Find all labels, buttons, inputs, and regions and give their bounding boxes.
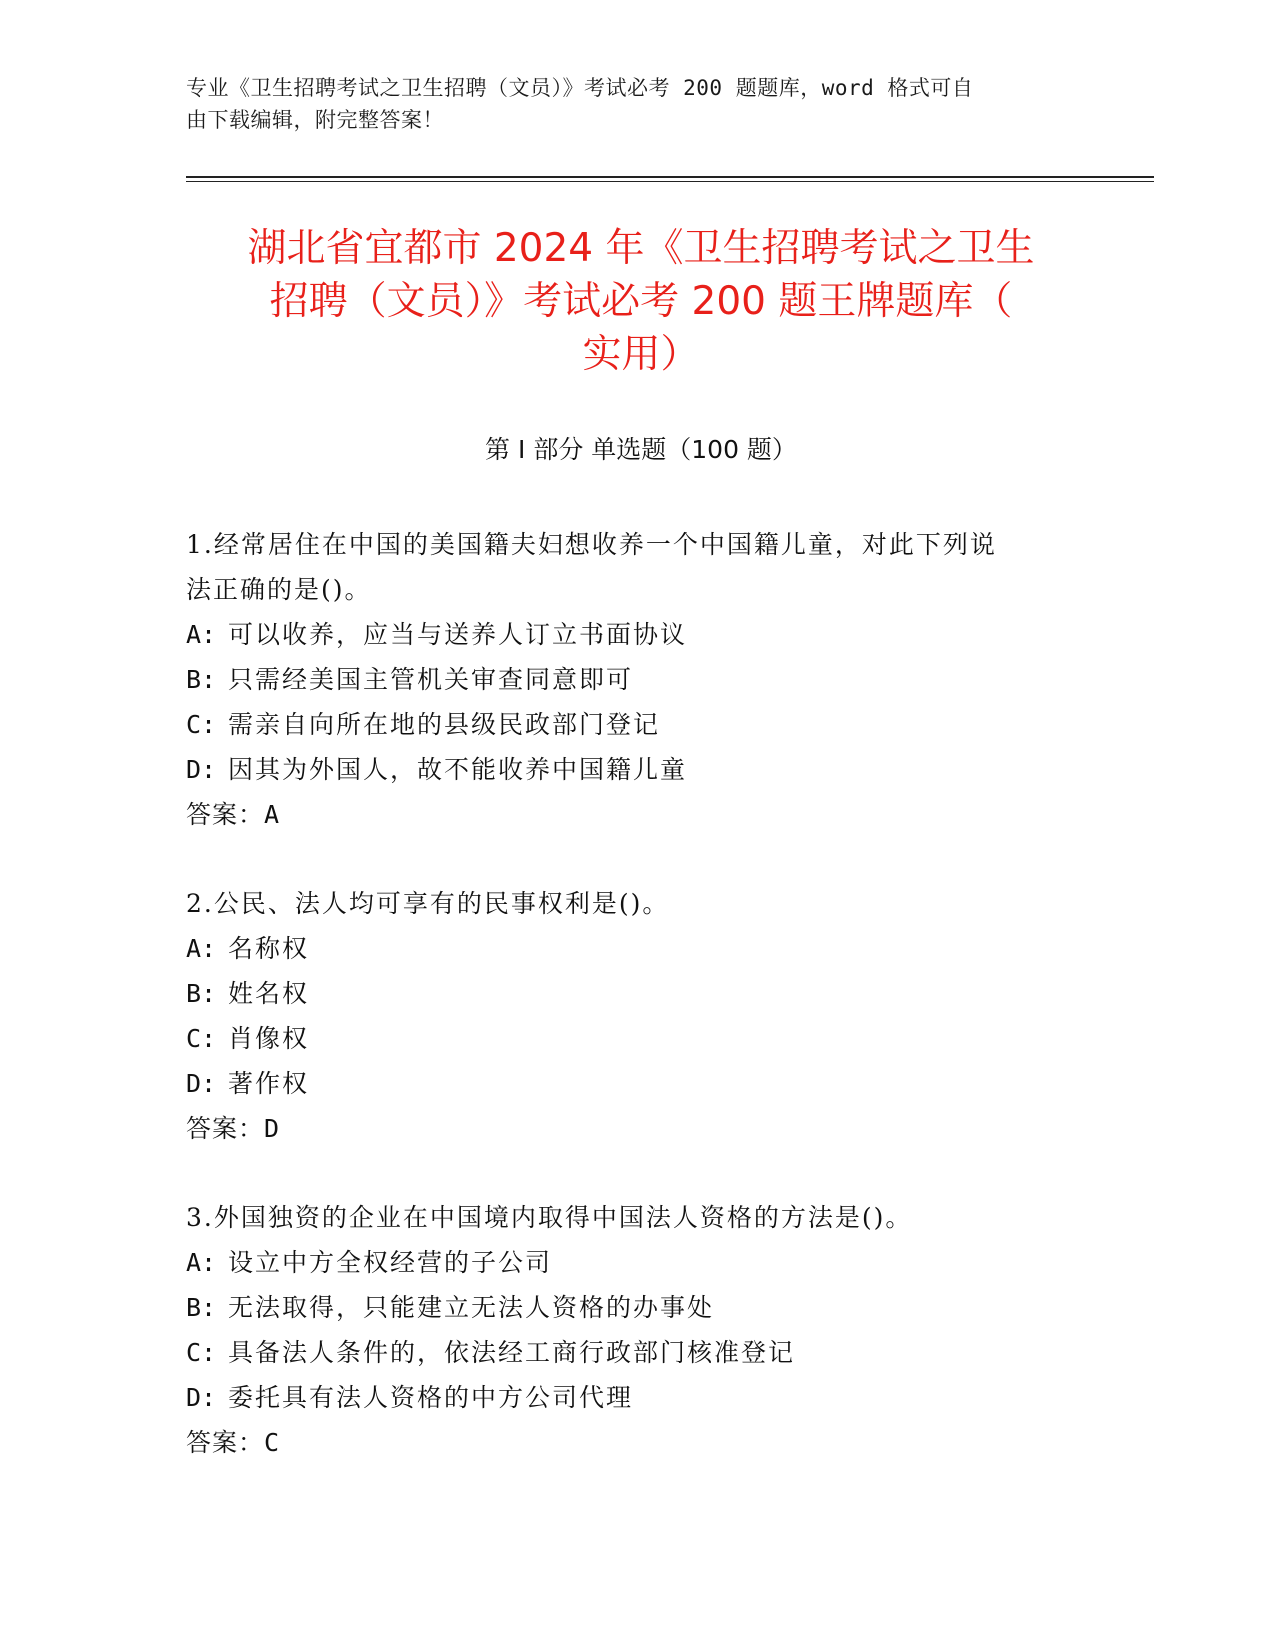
question-text-line: 法正确的是()。	[186, 575, 372, 604]
title-line-1: 湖北省宜都市 2024 年《卫生招聘考试之卫生	[247, 226, 1035, 271]
option-text: 著作权	[228, 1069, 310, 1098]
question-1	[186, 522, 1066, 837]
option-text: 名称权	[228, 934, 310, 963]
question-text-line: 3.外国独资的企业在中国境内取得中国法人资格的方法是()。	[186, 1203, 913, 1232]
title-line-2: 招聘（文员）》考试必考 200 题王牌题库（	[269, 279, 1013, 324]
intro-line-1: 专业《卫生招聘考试之卫生招聘（文员）》考试必考 200 题题库，word 格式可自	[186, 76, 974, 100]
header-divider-thick	[186, 176, 1154, 178]
option-c	[186, 1016, 1066, 1061]
option-key: B:	[186, 1293, 217, 1322]
option-text: 姓名权	[228, 979, 310, 1008]
question-text-line: 2.公民、法人均可享有的民事权利是()。	[186, 889, 670, 918]
answer-value: D	[264, 1114, 281, 1143]
option-key: A:	[186, 934, 217, 963]
option-d	[186, 1375, 1066, 1420]
option-d	[186, 1061, 1066, 1106]
option-b	[186, 1285, 1066, 1330]
option-key: D:	[186, 1069, 217, 1098]
question-list	[186, 522, 1066, 1509]
option-c	[186, 702, 1066, 747]
section-heading: 第 I 部分 单选题（100 题）	[485, 435, 797, 464]
answer-label: 答案：	[186, 1114, 265, 1143]
option-text: 只需经美国主管机关审查同意即可	[228, 665, 634, 694]
option-text: 需亲自向所在地的县级民政部门登记	[228, 710, 661, 739]
intro-text	[186, 72, 1066, 136]
option-key: C:	[186, 710, 217, 739]
option-a	[186, 612, 1066, 657]
question-2	[186, 881, 1066, 1151]
option-text: 可以收养，应当与送养人订立书面协议	[228, 620, 688, 649]
option-text: 因其为外国人，故不能收养中国籍儿童	[228, 755, 688, 784]
option-text: 无法取得，只能建立无法人资格的办事处	[228, 1293, 715, 1322]
title-line-3: 实用）	[582, 332, 700, 377]
option-a	[186, 1240, 1066, 1285]
option-key: D:	[186, 1383, 217, 1412]
document-title	[186, 222, 1096, 381]
header-divider-thin	[186, 181, 1154, 182]
option-key: C:	[186, 1024, 217, 1053]
option-key: B:	[186, 665, 217, 694]
option-text: 具备法人条件的，依法经工商行政部门核准登记	[228, 1338, 796, 1367]
answer-value: C	[264, 1428, 281, 1457]
option-key: A:	[186, 620, 217, 649]
answer-line	[186, 1420, 1066, 1465]
option-b	[186, 657, 1066, 702]
option-d	[186, 747, 1066, 792]
option-text: 委托具有法人资格的中方公司代理	[228, 1383, 634, 1412]
answer-value: A	[264, 800, 281, 829]
answer-line	[186, 1106, 1066, 1151]
answer-label: 答案：	[186, 800, 265, 829]
option-b	[186, 971, 1066, 1016]
option-a	[186, 926, 1066, 971]
question-3	[186, 1195, 1066, 1465]
option-key: A:	[186, 1248, 217, 1277]
option-key: B:	[186, 979, 217, 1008]
option-text: 设立中方全权经营的子公司	[228, 1248, 553, 1277]
option-c	[186, 1330, 1066, 1375]
option-key: D:	[186, 755, 217, 784]
question-text-line: 1.经常居住在中国的美国籍夫妇想收养一个中国籍儿童，对此下列说	[186, 530, 997, 559]
answer-line	[186, 792, 1066, 837]
option-key: C:	[186, 1338, 217, 1367]
answer-label: 答案：	[186, 1428, 265, 1457]
intro-line-2: 由下载编辑，附完整答案！	[186, 108, 444, 132]
option-text: 肖像权	[228, 1024, 310, 1053]
